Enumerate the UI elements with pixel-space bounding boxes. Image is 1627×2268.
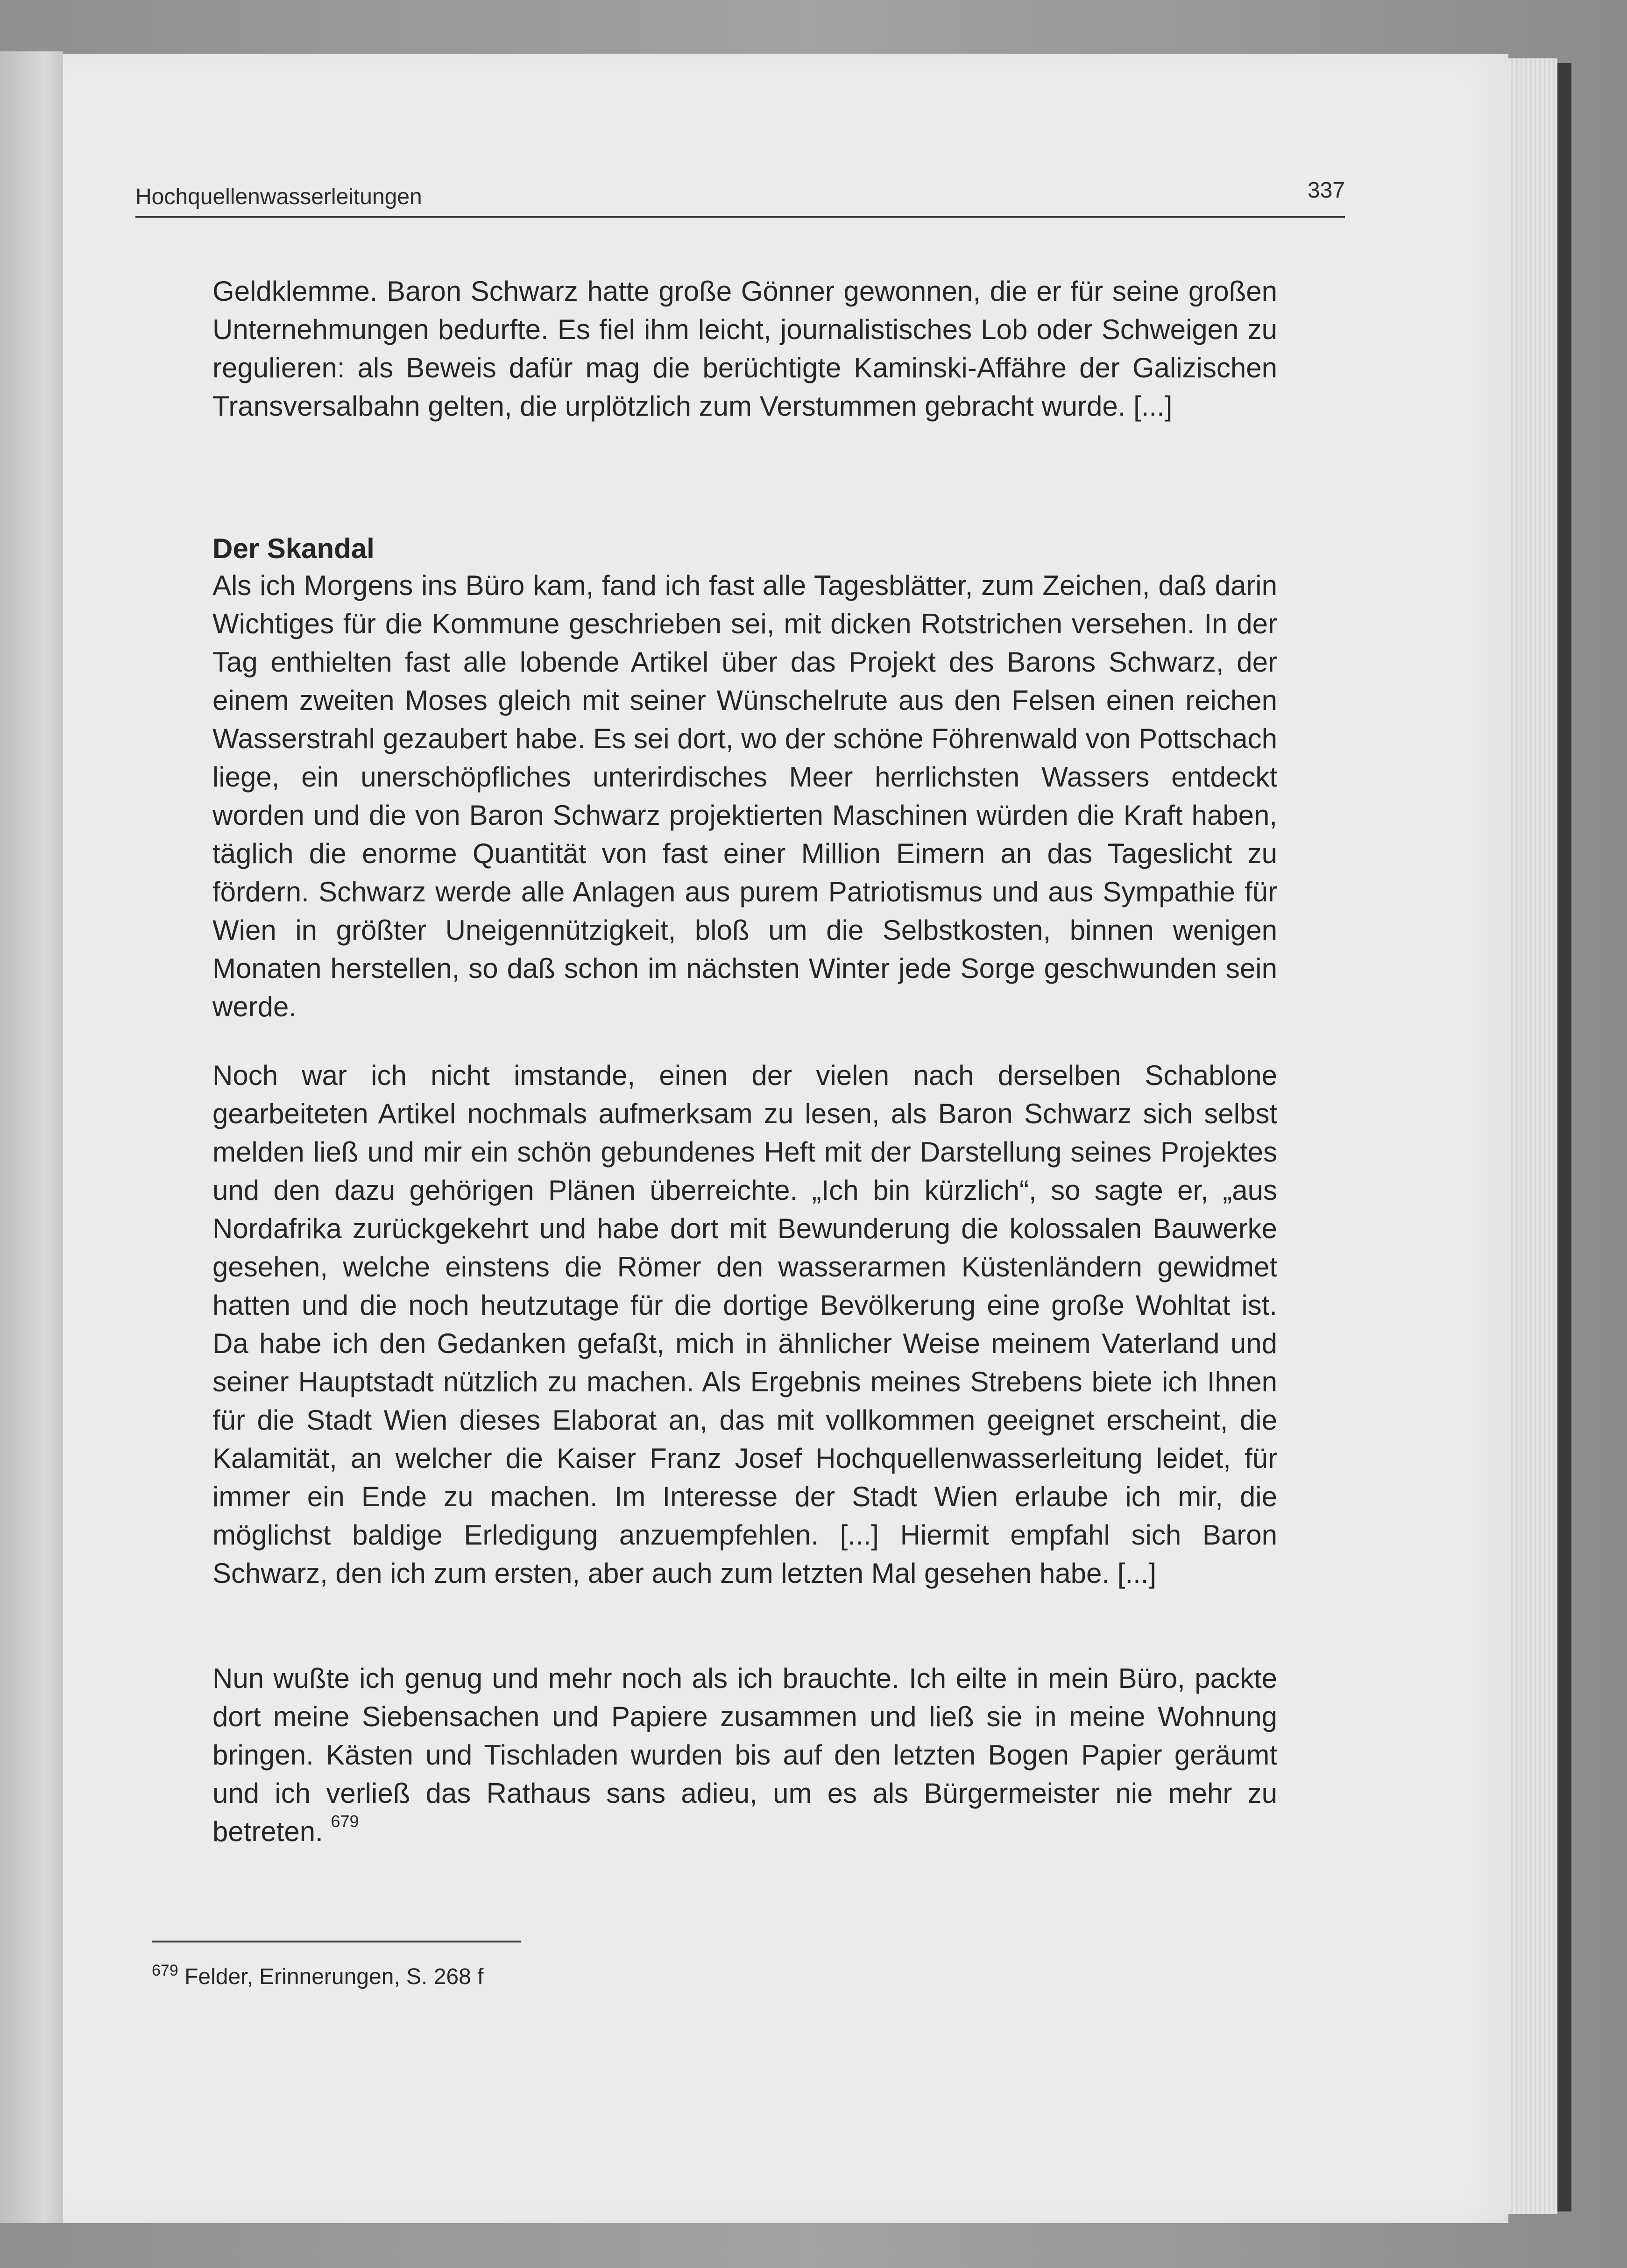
section-heading: Der Skandal: [212, 533, 375, 564]
page-stack-edge: [1508, 58, 1557, 2214]
book-binding: [1557, 63, 1571, 2211]
footnote: [152, 1962, 483, 1990]
paragraph-4: [212, 1659, 1277, 1851]
footnote-number: 679: [152, 1962, 178, 1979]
running-head-title: Hochquellenwasserleitungen: [135, 184, 422, 209]
footnote-text: Felder, Erinnerungen, S. 268 f: [184, 1964, 484, 1989]
left-page-edge: [0, 51, 63, 2223]
running-head: [135, 178, 1345, 218]
footnote-rule: [152, 1941, 521, 1942]
footnote-reference: 679: [331, 1812, 359, 1831]
paragraph-2: Als ich Morgens ins Büro kam, fand ich fast alle Tagesblätter, zum Zeichen, daß darin Wichtiges für die Kommune geschrieben sei, mit dicken Rotstrichen versehen. In der Tag enthielten fast alle lobende Artikel über das Projekt des Barons Schwarz, der einem zweiten Moses gleich mit seiner Wünschelrute aus den Felsen einen reichen Wasserstrahl gezaubert habe. Es sei dort, wo der schöne Föhrenwald von Pottschach liege, ein unerschöpfliches unterirdisches Meer herrlichsten Wassers entdeckt worden und die von Baron Schwarz projektierten Maschinen würden die Kraft haben, täglich die enorme Quantität von fast einer Million Eimern an das Tageslicht zu fördern. Schwarz werde alle Anlagen aus purem Patriotismus und aus Sympathie für Wien in größter Uneigennützigkeit, bloß um die Selbstkosten, binnen wenigen Monaten herstellen, so daß schon im nächsten Winter jede Sorge geschwunden sein werde.: [212, 570, 1277, 1022]
paragraph-1: Geldklemme. Baron Schwarz hatte große Gönner gewonnen, die er für seine großen Unternehmungen bedurfte. Es fiel ihm leicht, journalistisches Lob oder Schweigen zu regulieren: als Beweis dafür mag die berüchtigte Kaminski-Affähre der Galizischen Transversalbahn gelten, die urplötzlich zum Verstummen gebracht wurde. [...]: [212, 276, 1277, 422]
paragraph-4-text: Nun wußte ich genug und mehr noch als ich brauchte. Ich eilte in mein Büro, packte dort meine Siebensachen und Papiere zusammen und ließ sie in meine Wohnung bringen. Kästen und Tischladen wurden bis auf den letzten Bogen Papier geräumt und ich verließ das Rathaus sans adieu, um es als Bürgermeister nie mehr zu betreten.: [212, 1663, 1277, 1847]
paragraph-3: Noch war ich nicht imstande, einen der vielen nach derselben Schablone gearbeiteten Artikel nochmals aufmerksam zu lesen, als Baron Schwarz sich selbst melden ließ und mir ein schön gebundenes Heft mit der Darstellung seines Projektes und den dazu gehörigen Plänen überreichte. „Ich bin kürzlich“, so sagte er, „aus Nordafrika zurückgekehrt und habe dort mit Bewunderung die kolossalen Bauwerke gesehen, welche einstens die Römer den wasserarmen Küstenländern gewidmet hatten und die noch heutzutage für die dortige Bevölkerung eine große Wohltat ist. Da habe ich den Gedanken gefaßt, mich in ähnlicher Weise meinem Vaterland und seiner Hauptstadt nützlich zu machen. Als Ergebnis meines Strebens biete ich Ihnen für die Stadt Wien dieses Elaborat an, das mit vollkommen geeignet erscheint, die Kalamität, an welcher die Kaiser Franz Josef Hochquellenwasserleitung leidet, für immer ein Ende zu machen. Im Interesse der Stadt Wien erlaube ich mir, die möglichst baldige Erledigung anzuempfehlen. [...] Hiermit empfahl sich Baron Schwarz, den ich zum ersten, aber auch zum letzten Mal gesehen habe. [...]: [212, 1060, 1277, 1589]
page-number: 337: [1307, 178, 1345, 203]
